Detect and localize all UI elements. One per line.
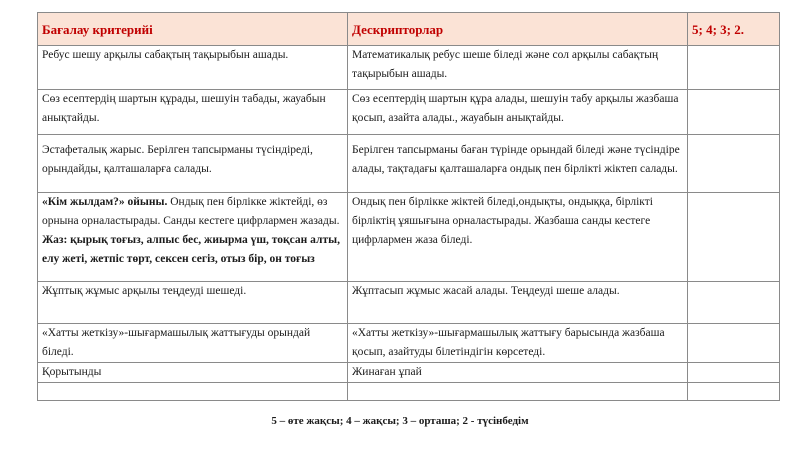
empty-cell	[38, 383, 348, 401]
descriptor-cell: Берілген тапсырманы баған түрінде орындай біледі және түсіндіре алады, тақтадағы қалташаларға ондық пен бірлікті жіктеп салады.	[348, 135, 688, 193]
table-row-empty	[38, 383, 780, 401]
descriptor-cell: «Хатты жеткізу»-шығармашылық жаттығу барысында жазбаша қосып, азайтуды білетіндігін көрсетеді.	[348, 324, 688, 363]
header-descriptors: Дескрипторлар	[348, 13, 688, 46]
header-scores: 5; 4; 3; 2.	[688, 13, 780, 46]
table-row	[38, 193, 780, 282]
criterion-cell: «Хатты жеткізу»-шығармашылық жаттығуды орындай біледі.	[38, 324, 348, 363]
descriptor-cell: Жинаған ұпай	[348, 363, 688, 383]
grading-scale-footnote: 5 – өте жақсы; 4 – жақсы; 3 – орташа; 2 - түсінбедім	[271, 415, 529, 427]
empty-cell	[688, 383, 780, 401]
score-cell	[688, 324, 780, 363]
table-row	[38, 363, 780, 383]
score-cell	[688, 90, 780, 135]
game-title: «Кім жылдам?» ойыны.	[42, 196, 168, 208]
criterion-cell: Қорытынды	[38, 363, 348, 383]
criterion-text: Ондық пен бірлікке жіктейді, өз орнына орналастырады. Санды кестеге цифрлармен жазады.	[42, 196, 340, 227]
score-cell	[688, 193, 780, 282]
descriptor-cell: Сөз есептердің шартын құра алады, шешуін табу арқылы жазбаша қосып, азайта алады., жауабын анықтайды.	[348, 90, 688, 135]
empty-cell	[348, 383, 688, 401]
descriptor-cell: Ондық пен бірлікке жіктей біледі,ондықты, ондыққа, бірлікті бірліктің ұяшығына орналастырады. Жазбаша санды кестеге цифрлармен жаза біледі.	[348, 193, 688, 282]
header-criteria: Бағалау критерийі	[38, 13, 348, 46]
table-row	[38, 135, 780, 193]
score-cell	[688, 282, 780, 324]
score-cell	[688, 46, 780, 90]
assessment-table	[37, 12, 780, 401]
table-row	[38, 90, 780, 135]
descriptor-cell: Математикалық ребус шеше біледі және сол арқылы сабақтың тақырыбын ашады.	[348, 46, 688, 90]
score-cell	[688, 363, 780, 383]
criterion-cell	[38, 193, 348, 282]
score-cell	[688, 135, 780, 193]
descriptor-cell: Жұптасып жұмыс жасай алады. Теңдеуді шеше алады.	[348, 282, 688, 324]
table-row	[38, 282, 780, 324]
criterion-cell: Сөз есептердің шартын құрады, шешуін табады, жауабын анықтайды.	[38, 90, 348, 135]
criterion-cell: Эстафеталық жарыс. Берілген тапсырманы түсіндіреді, орындайды, қалташаларға салады.	[38, 135, 348, 193]
table-row	[38, 46, 780, 90]
table-header-row	[38, 13, 780, 46]
write-numbers-task: Жаз: қырық тоғыз, алпыс бес, жиырма үш, тоқсан алты, елу жеті, жетпіс төрт, сексен сегіз, отыз бір, он тоғыз	[42, 234, 340, 265]
criterion-cell: Жұптық жұмыс арқылы теңдеуді шешеді.	[38, 282, 348, 324]
criterion-cell: Ребус шешу арқылы сабақтың тақырыбын ашады.	[38, 46, 348, 90]
table-row	[38, 324, 780, 363]
